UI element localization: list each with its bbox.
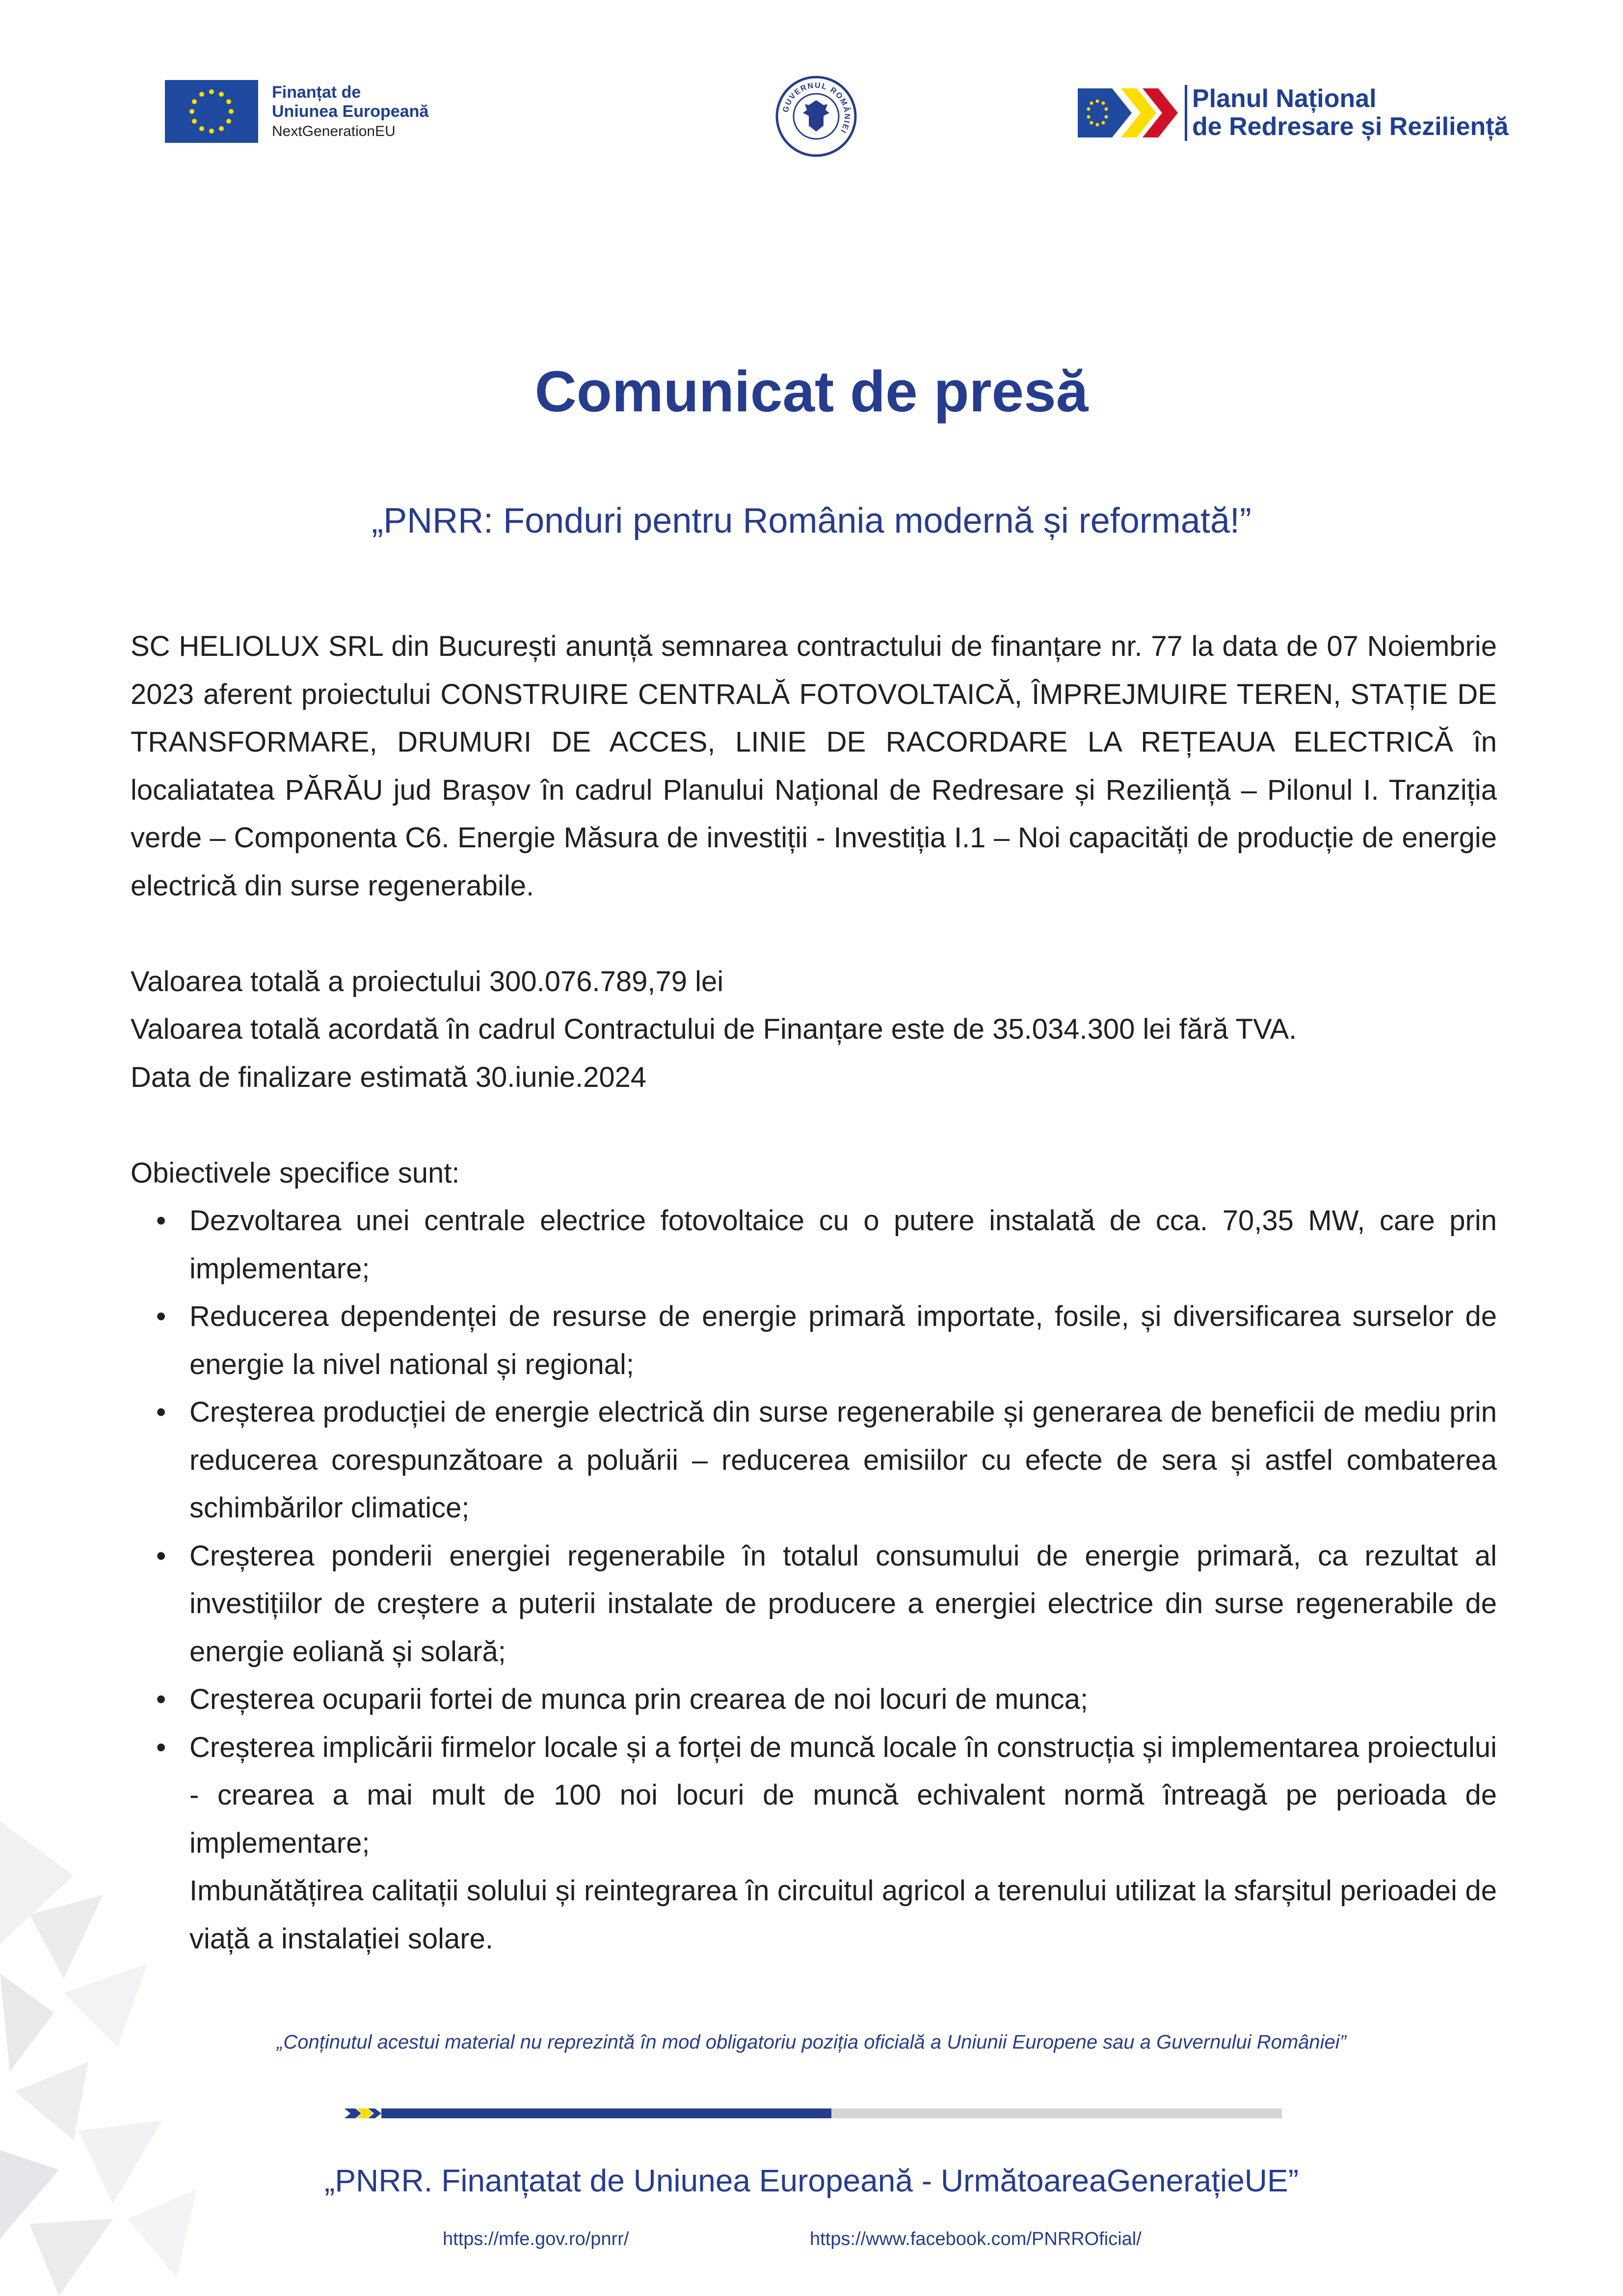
pnrr-logo-line2: de Redresare și Reziliență (1192, 112, 1509, 141)
bullet-icon: • (156, 1731, 166, 1763)
page-subtitle: „PNRR: Fonduri pentru România modernă și reformată!” (372, 501, 1251, 540)
pnrr-logo-line1: Planul Național (1192, 84, 1377, 113)
gov-seal-text: GUVERNUL ROMÂNIEI (781, 81, 851, 135)
list-item: • Creșterea ponderii energiei regenerabile în totalul consumului de energie primară, ca rezultat al investițiilor de creștere a puterii instalate de producere a energiei electrice din surse regenerabile de energie eoliană și solară; (131, 1532, 1497, 1676)
mfe-link[interactable]: https://mfe.gov.ro/pnrr/ (443, 2229, 629, 2249)
objectives-heading: Obiectivele specifice sunt: (131, 1157, 460, 1189)
pnrr-flag-arrows-icon (1078, 83, 1181, 142)
page-title: Comunicat de presă (534, 359, 1089, 424)
eu-logo-line3: NextGenerationEU (272, 123, 396, 139)
end-date: Data de finalizare estimată 30.iunie.2024 (131, 1061, 647, 1093)
intro-paragraph: SC HELIOLUX SRL din București anunță semnarea contractului de finanțare nr. 77 la data de 07 Noiembrie 2023 aferent proiectului CONSTRUIRE CENTRALĂ FOTOVOLTAICĂ, ÎMPREJMUIRE TEREN, STAȚIE DE TRANSFORMARE, DRUMURI DE ACCES, LINIE DE RACORDARE LA REȚEAUA ELECTRICĂ în localiatatea PĂRĂU jud Brașov în cadrul Planului Național de Redresare și Reziliență – Pilonul I. Tranziția verde – Componenta C6. Energie Măsura de investiții - Investiția I.1 – Noi capacități de producție de energie electrică din surse regenerabile. (131, 630, 1497, 902)
objective-extra: Imbunătățirea calitații solului și reintegrarea în circuitul agricol a terenului utilizat la sfarșitul perioadei de viață a instalației solare. (189, 1875, 1497, 1955)
list-item: • Creșterea producției de energie electrică din surse regenerabile și generarea de beneficii de mediu prin reducerea corespunzătoare a poluării – reducerea emisiilor cu efecte de sera și astfel combaterea schimbărilor climatice; (131, 1388, 1497, 1532)
pnrr-logo (1078, 83, 1509, 142)
eu-flag-icon (165, 80, 258, 143)
bullet-icon: • (156, 1683, 166, 1715)
press-release-body (131, 622, 1497, 1963)
bullet-icon: • (156, 1205, 166, 1237)
footer-arrows-icon (345, 2108, 381, 2118)
total-value: Valoarea totală a proiectului 300.076.789,79 lei (131, 965, 724, 998)
list-item: • Reducerea dependenței de resurse de energie primară importate, fosile, și diversificarea surselor de energie la nivel national și regional; (131, 1293, 1497, 1388)
bullet-icon: • (156, 1396, 166, 1428)
objectives-list (131, 1197, 1497, 1867)
list-item: • Creșterea ocuparii fortei de munca prin crearea de noi locuri de munca; (131, 1675, 1497, 1724)
eu-logo-line1: Finanțat de (272, 82, 361, 102)
list-item: • Creșterea implicării firmelor locale și a forței de muncă locale în construcția și implementarea proiectului - crearea a mai mult de 100 noi locuri de muncă echivalent normă întreagă pe perioada de implementare; (131, 1724, 1497, 1867)
disclaimer: „Conținutul acestui material nu reprezintă în mod obligatoriu poziția oficială a Uniunii Europene sau a Guvernului României” (277, 2031, 1346, 2053)
list-item: • Dezvoltarea unei centrale electrice fotovoltaice cu o putere instalată de cca. 70,35 MW, care prin implementare; (131, 1197, 1497, 1293)
eu-logo-line2: Uniunea Europeană (272, 102, 429, 121)
footer-progress-bar (345, 2108, 1282, 2118)
eu-funding-logo (165, 80, 428, 143)
bullet-icon: • (156, 1540, 166, 1572)
bullet-icon: • (156, 1300, 166, 1332)
facebook-link[interactable]: https://www.facebook.com/PNRROficial/ (810, 2229, 1142, 2249)
romanian-coat-of-arms-icon (774, 75, 858, 158)
footer-slogan: „PNRR. Finanțatat de Uniunea Europeană - UrmătoareaGenerațieUE” (324, 2163, 1299, 2198)
granted-value: Valoarea totală acordată în cadrul Contractului de Finanțare este de 35.034.300 lei fără TVA. (131, 1013, 1297, 1045)
